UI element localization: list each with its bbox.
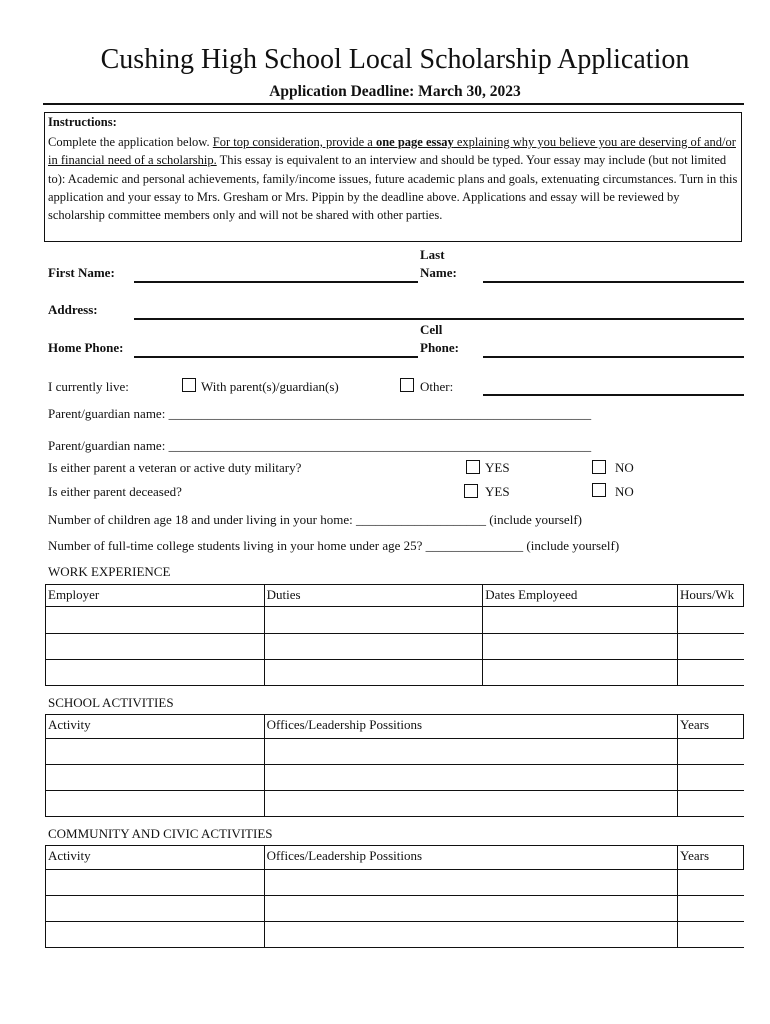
table-header-row — [46, 846, 744, 870]
table-cell[interactable] — [264, 607, 483, 634]
veteran-question: Is either parent a veteran or active duty military? — [48, 460, 302, 475]
table-cell[interactable] — [46, 660, 265, 686]
instructions-part-1: Complete the application below. — [48, 135, 213, 149]
with-parents-label: With parent(s)/guardian(s) — [201, 379, 339, 394]
living-situation-label: I currently live: — [48, 379, 129, 394]
instructions-heading: Instructions: — [48, 115, 117, 129]
table-cell[interactable] — [46, 607, 265, 634]
address-label: Address: — [48, 302, 98, 317]
table-cell[interactable] — [483, 660, 678, 686]
veteran-yes-checkbox[interactable] — [466, 460, 480, 474]
children-count-question[interactable]: Number of children age 18 and under living in your home: ____________________ (include yourself) — [48, 512, 582, 527]
work-experience-heading: WORK EXPERIENCE — [48, 564, 171, 579]
table-cell[interactable] — [678, 922, 744, 948]
table-cell[interactable] — [678, 896, 744, 922]
table-cell[interactable] — [264, 765, 677, 791]
community-activities-heading: COMMUNITY AND CIVIC ACTIVITIES — [48, 826, 273, 841]
other-field[interactable] — [483, 394, 744, 396]
work-experience-table — [45, 584, 744, 686]
table-row — [46, 634, 744, 660]
deceased-question: Is either parent deceased? — [48, 484, 182, 499]
table-cell[interactable] — [264, 634, 483, 660]
veteran-no-label: NO — [615, 460, 634, 475]
school-activities-heading: SCHOOL ACTIVITIES — [48, 695, 174, 710]
school-activities-table — [45, 714, 744, 817]
header-divider — [43, 103, 744, 105]
table-cell[interactable] — [264, 870, 677, 896]
column-header-years: Years — [678, 715, 744, 739]
college-count-question[interactable]: Number of full-time college students living in your home under age 25? _______________ (include yourself) — [48, 538, 620, 553]
column-header-employer: Employer — [46, 585, 265, 607]
table-header-row — [46, 585, 744, 607]
table-cell[interactable] — [46, 870, 265, 896]
page-title: Cushing High School Local Scholarship Application — [100, 44, 690, 75]
table-cell[interactable] — [46, 739, 265, 765]
table-row — [46, 739, 744, 765]
table-cell[interactable] — [483, 607, 678, 634]
veteran-no-checkbox[interactable] — [592, 460, 606, 474]
instructions-text — [48, 133, 738, 224]
deceased-yes-label: YES — [485, 484, 510, 499]
table-cell[interactable] — [46, 765, 265, 791]
table-cell[interactable] — [264, 660, 483, 686]
last-name-field[interactable] — [483, 281, 744, 283]
other-label: Other: — [420, 379, 454, 394]
table-cell[interactable] — [264, 922, 677, 948]
veteran-yes-label: YES — [485, 460, 510, 475]
table-row — [46, 660, 744, 686]
first-name-label: First Name: — [48, 265, 115, 280]
instructions-essay-lead: For top consideration, provide a — [212, 135, 376, 149]
cell-phone-field[interactable] — [483, 356, 744, 358]
address-field[interactable] — [134, 318, 744, 320]
column-header-activity: Activity — [46, 846, 265, 870]
table-cell[interactable] — [46, 634, 265, 660]
table-cell[interactable] — [678, 765, 744, 791]
column-header-dates: Dates Employeed — [483, 585, 678, 607]
table-cell[interactable] — [678, 870, 744, 896]
table-cell[interactable] — [264, 739, 677, 765]
column-header-years: Years — [678, 846, 744, 870]
table-cell[interactable] — [264, 791, 677, 817]
instructions-essay-emphasis: one page essay — [375, 135, 454, 149]
table-cell[interactable] — [678, 739, 744, 765]
home-phone-field[interactable] — [134, 356, 418, 358]
table-cell[interactable] — [678, 607, 744, 634]
table-row — [46, 870, 744, 896]
table-row — [46, 791, 744, 817]
column-header-offices: Offices/Leadership Possitions — [264, 715, 677, 739]
deceased-no-label: NO — [615, 484, 634, 499]
instructions-part-3: This essay is equivalent to an interview and should be typed. Your essay may include (but not limited to): Academic and personal achievements, family/income issues, future academic plans and goals, extenuating circumstances. Turn in this application and your essay to Mrs. Gresham or Mrs. Pippin by the deadline above. Applications and essay will be reviewed by scholarship committee members only and will not be shared with other parties. — [48, 153, 738, 223]
table-cell[interactable] — [46, 791, 265, 817]
column-header-hours: Hours/Wk — [678, 585, 744, 607]
last-name-label-line1: Last — [420, 247, 445, 262]
table-cell[interactable] — [264, 896, 677, 922]
with-parents-checkbox[interactable] — [182, 378, 196, 392]
table-cell[interactable] — [678, 660, 744, 686]
table-cell[interactable] — [483, 634, 678, 660]
deceased-yes-checkbox[interactable] — [464, 484, 478, 498]
cell-phone-label-line1: Cell — [420, 322, 443, 337]
guardian-name-field-1[interactable]: Parent/guardian name: _________________________________________________________________ — [48, 406, 592, 421]
table-row — [46, 896, 744, 922]
table-cell[interactable] — [678, 634, 744, 660]
column-header-activity: Activity — [46, 715, 265, 739]
table-cell[interactable] — [46, 896, 265, 922]
table-row — [46, 607, 744, 634]
table-row — [46, 765, 744, 791]
home-phone-label: Home Phone: — [48, 340, 124, 355]
table-row — [46, 922, 744, 948]
instructions-essay-tail: explaining why you believe you are deserving of and/or in financial need of a scholarship. — [48, 135, 736, 168]
cell-phone-label-line2: Phone: — [420, 340, 459, 355]
table-cell[interactable] — [678, 791, 744, 817]
other-checkbox[interactable] — [400, 378, 414, 392]
guardian-name-field-2[interactable]: Parent/guardian name: _________________________________________________________________ — [48, 438, 592, 453]
deceased-no-checkbox[interactable] — [592, 483, 606, 497]
column-header-offices: Offices/Leadership Possitions — [264, 846, 677, 870]
column-header-duties: Duties — [264, 585, 483, 607]
application-deadline: Application Deadline: March 30, 2023 — [269, 83, 521, 100]
table-cell[interactable] — [46, 922, 265, 948]
table-header-row — [46, 715, 744, 739]
first-name-field[interactable] — [134, 281, 418, 283]
community-activities-table — [45, 845, 744, 948]
last-name-label-line2: Name: — [420, 265, 457, 280]
